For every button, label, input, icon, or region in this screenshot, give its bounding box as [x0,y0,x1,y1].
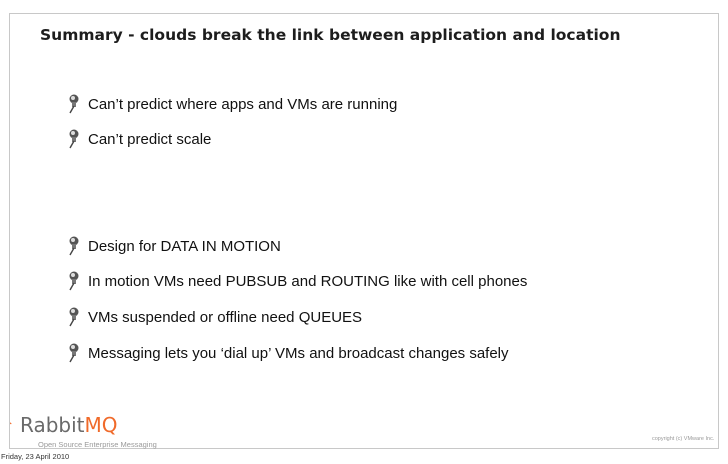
logo-word-rabbit: Rabbit [20,413,85,437]
pushpin-icon [64,129,82,149]
bullet-text: VMs suspended or offline need QUEUES [88,308,363,326]
footer-date: Friday, 23 April 2010 [1,452,70,461]
slide-title: Summary - clouds break the link between application and location [40,26,621,44]
bullet-item [64,93,664,115]
pushpin-icon [64,271,82,291]
left-rule [9,13,10,449]
logo-wordmark [20,413,118,437]
pushpin-icon [64,94,82,114]
bullet-item [64,270,664,292]
bullet-text: Can’t predict scale [88,130,212,148]
bullet-text: Design for DATA IN MOTION [88,237,281,255]
copyright-text: copyright (c) VMware Inc. [652,436,715,442]
right-rule [718,13,719,449]
pushpin-icon [64,307,82,327]
bullet-text: In motion VMs need PUBSUB and ROUTING like with cell phones [88,272,528,290]
bullet-item [64,342,664,364]
bullet-item [64,128,664,150]
bullet-item [64,235,664,257]
logo-word-mq: MQ [84,413,118,437]
bullet-text: Can’t predict where apps and VMs are running [88,95,398,113]
bullet-item [64,306,664,328]
pushpin-icon [64,343,82,363]
logo-tagline: Open Source Enterprise Messaging [38,440,157,449]
bullet-text: Messaging lets you ‘dial up’ VMs and broadcast changes safely [88,344,509,362]
top-rule [9,13,719,14]
pushpin-icon [64,236,82,256]
